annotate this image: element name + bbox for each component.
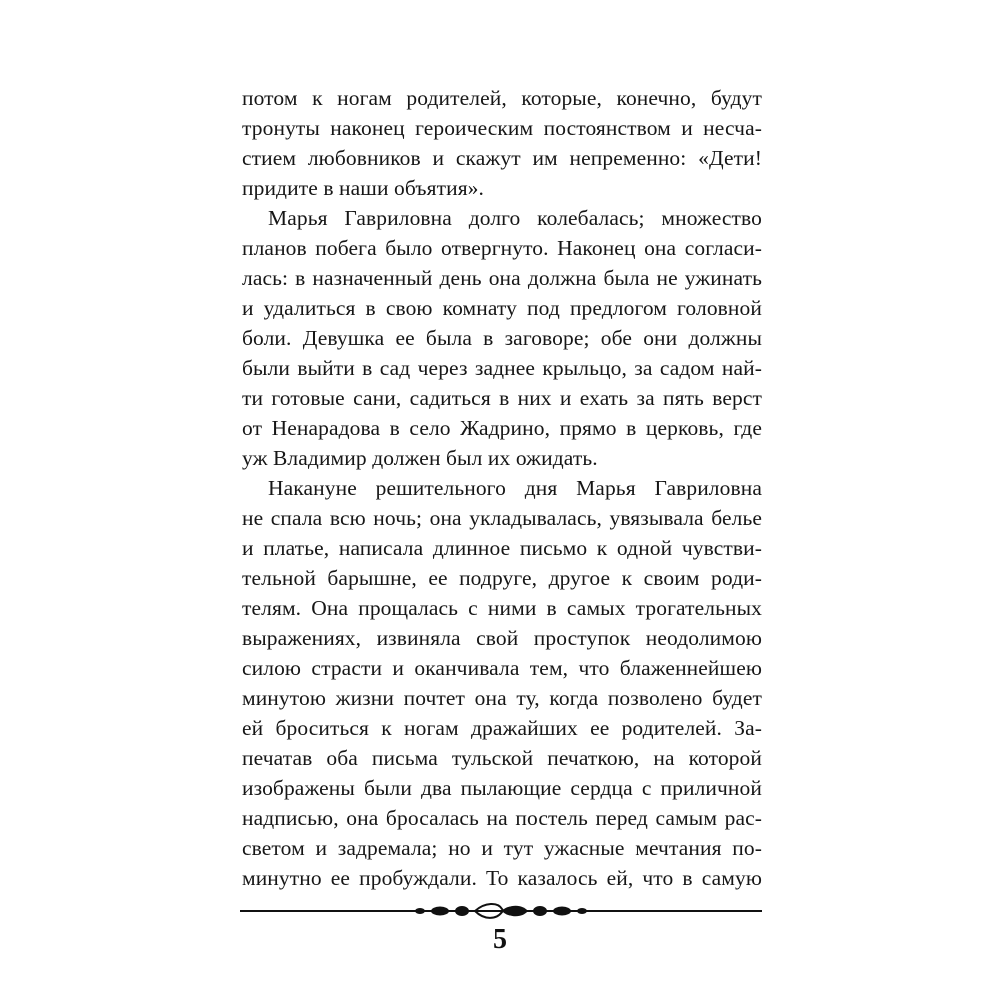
- text-line: уж Владимир должен был их ожидать.: [242, 446, 598, 470]
- text-line: от Ненарадова в село Жадрино, прямо в церковь, где: [242, 416, 762, 440]
- text-line: стием любовников и скажут им непременно: «Дети!: [242, 146, 762, 170]
- page-number: 5: [493, 924, 507, 955]
- text-line: были выйти в сад через заднее крыльцо, за садом най-: [242, 356, 762, 380]
- text-line: выражениях, извиняла свой проступок неодолимою: [242, 626, 762, 650]
- text-line: минутно ее пробуждали. То казалось ей, что в самую: [242, 866, 762, 890]
- text-line: телям. Она прощалась с ними в самых трогательных: [242, 596, 762, 620]
- ornamental-divider-icon: [240, 900, 762, 922]
- text-line: надписью, она бросалась на постель перед самым рас-: [242, 806, 762, 830]
- text-line: светом и задремала; но и тут ужасные мечтания по-: [242, 836, 762, 860]
- text-line: тельной барышне, ее подруге, другое к своим роди-: [242, 566, 762, 590]
- text-line: придите в наши объятия».: [242, 176, 485, 200]
- text-line: минутою жизни почтет она ту, когда позволено будет: [242, 686, 762, 710]
- text-line: печатав оба письма тульской печаткою, на которой: [242, 746, 762, 770]
- text-line: силою страсти и оканчивала тем, что блаженнейшею: [242, 656, 762, 680]
- text-line: боли. Девушка ее была в заговоре; обе они должны: [242, 326, 762, 350]
- text-line: ти готовые сани, садиться в них и ехать за пять верст: [242, 386, 762, 410]
- text-line: планов побега было отвергнуто. Наконец она согласи-: [242, 236, 762, 260]
- text-line: тронуты наконец героическим постоянством и несча-: [242, 116, 762, 140]
- text-line: не спала всю ночь; она укладывалась, увязывала белье: [242, 506, 762, 530]
- text-line: и платье, написала длинное письмо к одной чувстви-: [242, 536, 762, 560]
- paragraph-first-line: Марья Гавриловна долго колебалась; множество: [268, 206, 762, 230]
- text-line: и удалиться в свою комнату под предлогом головной: [242, 296, 762, 320]
- text-line: потом к ногам родителей, которые, конечно, будут: [242, 86, 762, 110]
- text-line: ей броситься к ногам дражайших ее родителей. За-: [242, 716, 762, 740]
- text-line: изображены были два пылающие сердца с приличной: [242, 776, 762, 800]
- paragraph-first-line: Накануне решительного дня Марья Гавриловна: [268, 476, 762, 500]
- text-line: лась: в назначенный день она должна была не ужинать: [242, 266, 762, 290]
